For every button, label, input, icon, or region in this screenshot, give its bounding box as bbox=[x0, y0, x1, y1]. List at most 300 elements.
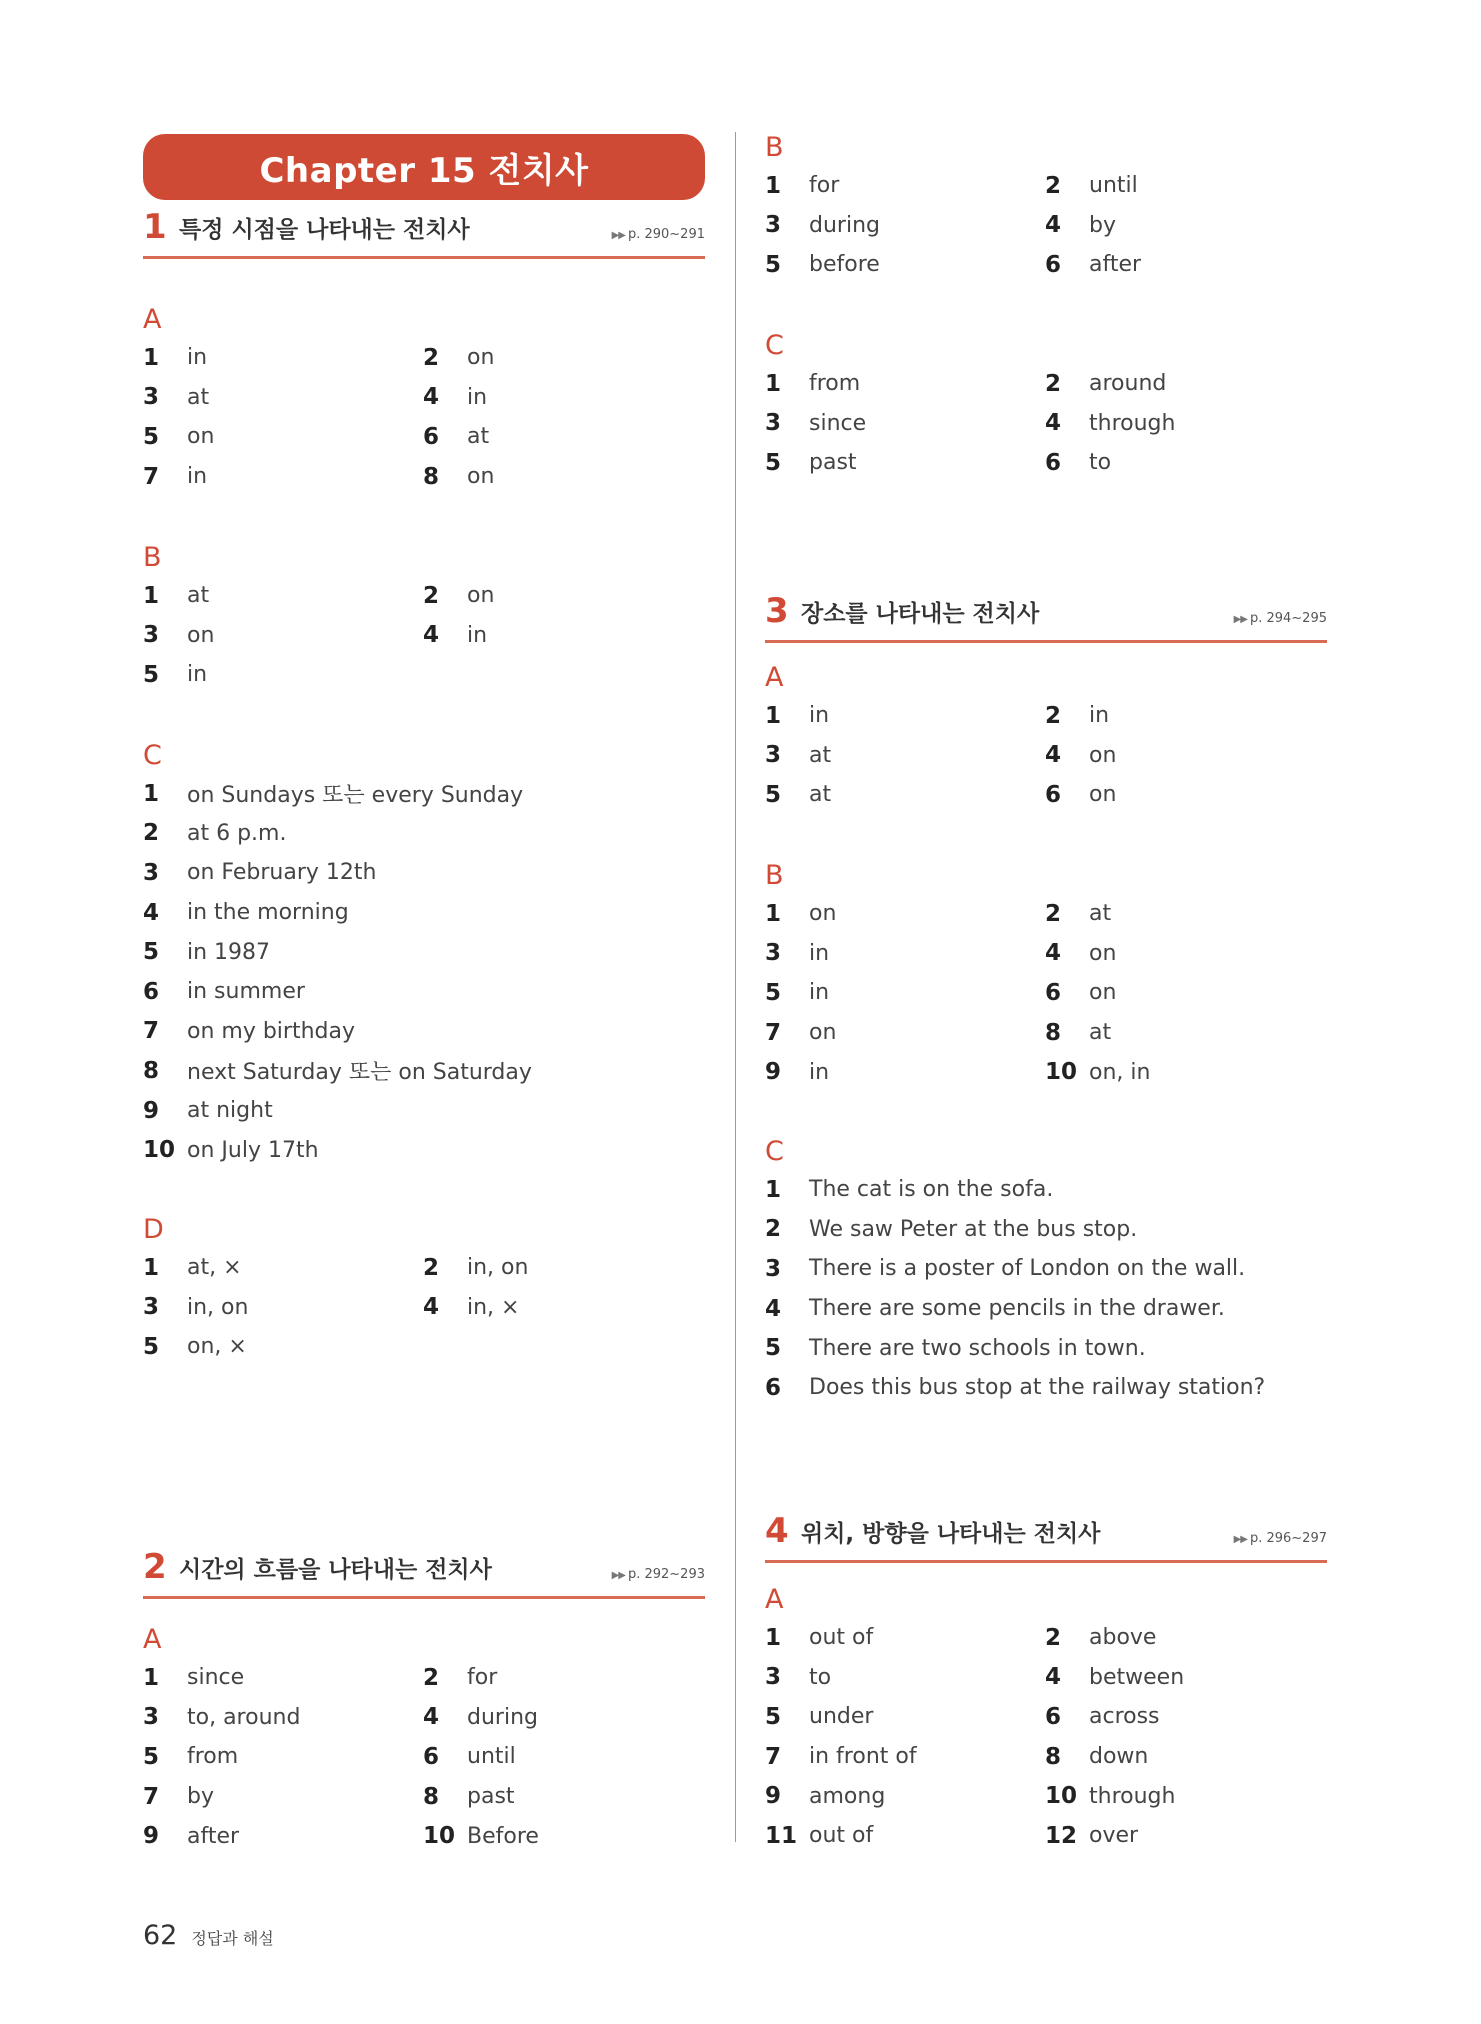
answer-item bbox=[423, 457, 703, 497]
answer-number: 4 bbox=[1045, 1664, 1062, 1691]
answer-item bbox=[1045, 1697, 1325, 1737]
answer-item bbox=[765, 973, 1045, 1013]
answer-number: 3 bbox=[765, 742, 782, 769]
answer-number: 3 bbox=[765, 212, 782, 239]
footer-label: 정답과 해설 bbox=[191, 1929, 274, 1948]
answer-text: in bbox=[809, 980, 830, 1006]
answer-text: We saw Peter at the bus stop. bbox=[809, 1216, 1138, 1242]
answer-number: 9 bbox=[765, 1059, 782, 1086]
answer-text: in bbox=[187, 345, 208, 371]
answer-number: 4 bbox=[143, 899, 160, 926]
answer-item bbox=[765, 696, 1045, 736]
answer-item bbox=[143, 774, 705, 814]
answer-item bbox=[1045, 736, 1325, 776]
answer-item bbox=[143, 1012, 705, 1052]
answer-number: 5 bbox=[765, 1703, 782, 1730]
answer-text: in, × bbox=[467, 1294, 520, 1320]
answer-text: since bbox=[809, 410, 867, 436]
answer-number: 8 bbox=[423, 1783, 440, 1810]
section-title: 시간의 흐름을 나타내는 전치사 bbox=[179, 1557, 492, 1583]
answer-number: 5 bbox=[765, 1335, 782, 1362]
answer-text: after bbox=[1089, 252, 1142, 278]
section-3-block-a bbox=[765, 660, 1327, 815]
answer-number: 5 bbox=[143, 1333, 160, 1360]
answer-text: on bbox=[1089, 980, 1117, 1006]
section-4-block-a bbox=[765, 1582, 1327, 1856]
answer-text: Does this bus stop at the railway station? bbox=[809, 1375, 1266, 1401]
answer-item bbox=[1045, 166, 1325, 206]
answer-item bbox=[765, 1210, 1327, 1250]
answer-item bbox=[143, 378, 423, 418]
answer-item bbox=[1045, 1013, 1325, 1053]
answer-number: 6 bbox=[765, 1374, 782, 1401]
answer-number: 1 bbox=[143, 344, 160, 371]
answer-text: at, × bbox=[187, 1255, 242, 1281]
answer-item bbox=[765, 1170, 1327, 1210]
answer-number: 6 bbox=[1045, 979, 1062, 1006]
answer-text: on, × bbox=[187, 1334, 247, 1360]
answer-text: on bbox=[1089, 742, 1117, 768]
answer-text: on, in bbox=[1089, 1059, 1151, 1085]
answer-text: to bbox=[809, 1664, 832, 1690]
answer-text: by bbox=[1089, 212, 1116, 238]
answer-number: 3 bbox=[143, 859, 160, 886]
answer-number: 4 bbox=[1045, 940, 1062, 967]
answer-number: 12 bbox=[1045, 1822, 1078, 1849]
answer-text: during bbox=[809, 212, 880, 238]
answer-item bbox=[143, 1288, 423, 1328]
answer-text: at bbox=[809, 782, 832, 808]
answer-text: at bbox=[467, 424, 490, 450]
answer-item bbox=[765, 1776, 1045, 1816]
answer-text: above bbox=[1089, 1625, 1157, 1651]
answer-number: 4 bbox=[423, 384, 440, 411]
answer-item bbox=[1045, 206, 1325, 246]
answer-item bbox=[143, 853, 705, 893]
answer-item bbox=[765, 1013, 1045, 1053]
answer-text: at bbox=[809, 742, 832, 768]
answer-text: There are some pencils in the drawer. bbox=[809, 1296, 1225, 1322]
answer-number: 8 bbox=[143, 1057, 160, 1084]
answer-text: out of bbox=[809, 1625, 874, 1651]
answer-text: There is a poster of London on the wall. bbox=[809, 1256, 1246, 1282]
answer-item bbox=[143, 655, 423, 695]
answer-text: in bbox=[809, 1059, 830, 1085]
answer-text: in bbox=[809, 703, 830, 729]
answer-item bbox=[765, 1052, 1045, 1092]
answer-item bbox=[765, 775, 1045, 815]
answer-item bbox=[765, 166, 1045, 206]
answer-text: on Sundays 또는 every Sunday bbox=[187, 783, 524, 809]
answer-text: to, around bbox=[187, 1704, 301, 1730]
answer-number: 7 bbox=[143, 463, 160, 490]
answer-number: 3 bbox=[765, 1255, 782, 1282]
answer-item bbox=[143, 1091, 705, 1131]
answer-text: on my birthday bbox=[187, 1018, 355, 1044]
answer-number: 6 bbox=[143, 978, 160, 1005]
answer-number: 5 bbox=[143, 939, 160, 966]
answer-number: 5 bbox=[765, 781, 782, 808]
answer-number: 4 bbox=[1045, 212, 1062, 239]
answer-number: 6 bbox=[1045, 1703, 1062, 1730]
answer-number: 4 bbox=[765, 1295, 782, 1322]
answer-text: at bbox=[187, 583, 210, 609]
answer-number: 4 bbox=[423, 1294, 440, 1321]
section-2-block-c bbox=[765, 328, 1327, 483]
answer-text: before bbox=[809, 252, 880, 278]
answer-item bbox=[765, 1618, 1045, 1658]
answer-item bbox=[423, 1816, 703, 1856]
section-4-header bbox=[765, 1511, 1327, 1563]
answer-number: 2 bbox=[1045, 900, 1062, 927]
answer-item bbox=[1045, 1658, 1325, 1698]
answer-item bbox=[765, 364, 1045, 404]
double-arrow-icon: ▶▶ bbox=[1233, 614, 1247, 625]
answer-number: 1 bbox=[143, 780, 160, 807]
answer-number: 8 bbox=[1045, 1019, 1062, 1046]
answer-text: Before bbox=[467, 1823, 539, 1849]
page-reference: ▶▶ p. 296~297 bbox=[1233, 1531, 1327, 1546]
answer-number: 2 bbox=[423, 1254, 440, 1281]
answer-text: in summer bbox=[187, 979, 305, 1005]
answer-number: 1 bbox=[765, 702, 782, 729]
answer-number: 4 bbox=[1045, 410, 1062, 437]
answer-number: 11 bbox=[765, 1822, 798, 1849]
answer-item bbox=[143, 1816, 423, 1856]
answer-number: 10 bbox=[1045, 1783, 1078, 1810]
answer-text: from bbox=[187, 1744, 239, 1770]
answer-text: The cat is on the sofa. bbox=[809, 1177, 1054, 1203]
answer-item bbox=[765, 1289, 1327, 1329]
section-3-block-c bbox=[765, 1134, 1327, 1408]
answer-item bbox=[765, 1816, 1045, 1856]
answer-item bbox=[1045, 443, 1325, 483]
answer-number: 1 bbox=[765, 172, 782, 199]
section-1-block-c bbox=[143, 738, 705, 1170]
answer-number: 10 bbox=[143, 1137, 176, 1164]
answer-item bbox=[143, 1051, 705, 1091]
answer-number: 2 bbox=[1045, 370, 1062, 397]
page-number: 62 bbox=[143, 1920, 178, 1951]
answer-text: past bbox=[467, 1784, 515, 1810]
answer-item bbox=[423, 1658, 703, 1698]
answer-item bbox=[143, 893, 705, 933]
answer-item bbox=[765, 1697, 1045, 1737]
answer-number: 7 bbox=[765, 1019, 782, 1046]
answer-item bbox=[1045, 1776, 1325, 1816]
answer-item bbox=[143, 972, 705, 1012]
block-letter: B bbox=[765, 132, 784, 163]
section-number: 4 bbox=[765, 1511, 789, 1551]
answer-text: until bbox=[1089, 173, 1138, 199]
answer-item bbox=[143, 417, 423, 457]
answer-number: 3 bbox=[143, 1704, 160, 1731]
chapter-title: Chapter 15 전치사 bbox=[259, 150, 589, 191]
answer-number: 6 bbox=[1045, 449, 1062, 476]
answer-item bbox=[1045, 364, 1325, 404]
answer-text: on bbox=[467, 464, 495, 490]
double-arrow-icon: ▶▶ bbox=[611, 1570, 625, 1581]
answer-item bbox=[143, 576, 423, 616]
answer-number: 1 bbox=[765, 1624, 782, 1651]
answer-number: 9 bbox=[765, 1783, 782, 1810]
section-1-header bbox=[143, 207, 705, 259]
answer-item bbox=[143, 1777, 423, 1817]
answer-item bbox=[1045, 934, 1325, 974]
answer-text: through bbox=[1089, 1783, 1176, 1809]
answer-text: in, on bbox=[467, 1255, 529, 1281]
answer-text: in the morning bbox=[187, 900, 349, 926]
answer-text: past bbox=[809, 450, 857, 476]
answer-number: 4 bbox=[423, 1704, 440, 1731]
answer-item bbox=[423, 338, 703, 378]
answer-text: out of bbox=[809, 1823, 874, 1849]
section-title: 위치, 방향을 나타내는 전치사 bbox=[801, 1521, 1101, 1547]
answer-item bbox=[765, 736, 1045, 776]
answer-text: through bbox=[1089, 410, 1176, 436]
answer-text: in 1987 bbox=[187, 939, 271, 965]
answer-item bbox=[765, 1658, 1045, 1698]
section-number: 2 bbox=[143, 1547, 167, 1587]
answer-item bbox=[423, 1288, 703, 1328]
answer-text: on July 17th bbox=[187, 1137, 319, 1163]
answer-item bbox=[143, 338, 423, 378]
answer-text: at night bbox=[187, 1098, 273, 1124]
answer-number: 5 bbox=[143, 661, 160, 688]
block-letter: C bbox=[143, 740, 162, 771]
answer-number: 5 bbox=[765, 449, 782, 476]
section-number: 3 bbox=[765, 591, 789, 631]
section-1-block-b bbox=[143, 540, 705, 695]
block-letter: A bbox=[143, 1624, 162, 1655]
answer-text: during bbox=[467, 1704, 538, 1730]
answer-number: 7 bbox=[143, 1018, 160, 1045]
answer-number: 2 bbox=[143, 820, 160, 847]
answer-text: in bbox=[187, 464, 208, 490]
answer-number: 6 bbox=[1045, 251, 1062, 278]
answer-text: on bbox=[187, 622, 215, 648]
answer-item bbox=[143, 1737, 423, 1777]
answer-item bbox=[1045, 775, 1325, 815]
section-title: 특정 시점을 나타내는 전치사 bbox=[179, 217, 470, 243]
section-1-block-d bbox=[143, 1212, 705, 1367]
answer-number: 6 bbox=[1045, 781, 1062, 808]
answer-item bbox=[423, 1737, 703, 1777]
answer-text: in bbox=[187, 662, 208, 688]
answer-text: at 6 p.m. bbox=[187, 820, 287, 846]
answer-text: in front of bbox=[809, 1744, 917, 1770]
answer-number: 3 bbox=[143, 384, 160, 411]
answer-item bbox=[765, 443, 1045, 483]
answer-item bbox=[1045, 245, 1325, 285]
answer-text: for bbox=[467, 1665, 498, 1691]
answer-text: on February 12th bbox=[187, 860, 377, 886]
answer-number: 1 bbox=[765, 1176, 782, 1203]
answer-text: on bbox=[467, 345, 495, 371]
answer-item bbox=[143, 457, 423, 497]
section-title: 장소를 나타내는 전치사 bbox=[801, 601, 1040, 627]
answer-text: under bbox=[809, 1704, 874, 1730]
answer-item bbox=[1045, 1618, 1325, 1658]
answer-number: 10 bbox=[423, 1823, 456, 1850]
section-number: 1 bbox=[143, 207, 167, 247]
answer-number: 2 bbox=[423, 1664, 440, 1691]
answer-item bbox=[143, 1327, 423, 1367]
double-arrow-icon: ▶▶ bbox=[611, 230, 625, 241]
answer-item bbox=[143, 616, 423, 656]
answer-number: 2 bbox=[423, 582, 440, 609]
block-letter: D bbox=[143, 1214, 164, 1245]
answer-text: at bbox=[187, 384, 210, 410]
answer-text: at bbox=[1089, 1020, 1112, 1046]
block-letter: A bbox=[765, 662, 784, 693]
answer-number: 1 bbox=[143, 582, 160, 609]
answer-item bbox=[1045, 1737, 1325, 1777]
answer-number: 8 bbox=[423, 463, 440, 490]
answer-number: 3 bbox=[143, 622, 160, 649]
answer-item bbox=[1045, 1052, 1325, 1092]
answer-text: in bbox=[809, 940, 830, 966]
answer-number: 2 bbox=[765, 1216, 782, 1243]
answer-text: over bbox=[1089, 1823, 1139, 1849]
answer-text: for bbox=[809, 173, 840, 199]
page-reference: ▶▶ p. 290~291 bbox=[611, 227, 705, 242]
answer-number: 1 bbox=[143, 1254, 160, 1281]
answer-number: 5 bbox=[143, 423, 160, 450]
section-2-block-b bbox=[765, 130, 1327, 285]
answer-text: in bbox=[467, 622, 488, 648]
block-letter: C bbox=[765, 1136, 784, 1167]
answer-item bbox=[765, 1368, 1327, 1408]
section-2-header bbox=[143, 1547, 705, 1599]
answer-item bbox=[765, 245, 1045, 285]
answer-number: 2 bbox=[1045, 1624, 1062, 1651]
answer-text: next Saturday 또는 on Saturday bbox=[187, 1060, 532, 1086]
answer-item bbox=[765, 1249, 1327, 1289]
section-3-header bbox=[765, 591, 1327, 643]
answer-item bbox=[143, 1658, 423, 1698]
answer-text: There are two schools in town. bbox=[809, 1335, 1146, 1361]
answer-text: down bbox=[1089, 1744, 1149, 1770]
answer-item bbox=[1045, 696, 1325, 736]
answer-item bbox=[765, 206, 1045, 246]
answer-text: on bbox=[467, 583, 495, 609]
answer-item bbox=[1045, 973, 1325, 1013]
answer-item bbox=[423, 1777, 703, 1817]
block-letter: C bbox=[765, 330, 784, 361]
block-letter: A bbox=[143, 304, 162, 335]
page-footer bbox=[143, 1920, 274, 1951]
answer-text: in bbox=[467, 384, 488, 410]
answer-number: 3 bbox=[765, 410, 782, 437]
answer-item bbox=[765, 894, 1045, 934]
page-reference: ▶▶ p. 292~293 bbox=[611, 1567, 705, 1582]
answer-number: 2 bbox=[423, 344, 440, 371]
answer-text: across bbox=[1089, 1704, 1160, 1730]
answer-item bbox=[423, 1248, 703, 1288]
answer-item bbox=[143, 932, 705, 972]
block-letter: B bbox=[765, 860, 784, 891]
answer-text: in, on bbox=[187, 1294, 249, 1320]
answer-number: 2 bbox=[1045, 172, 1062, 199]
answer-text: after bbox=[187, 1823, 240, 1849]
answer-text: on bbox=[809, 1020, 837, 1046]
answer-number: 1 bbox=[143, 1664, 160, 1691]
answer-number: 1 bbox=[765, 370, 782, 397]
answer-number: 5 bbox=[765, 251, 782, 278]
answer-text: on bbox=[1089, 782, 1117, 808]
answer-text: in bbox=[1089, 703, 1110, 729]
answer-item bbox=[143, 814, 705, 854]
answer-text: between bbox=[1089, 1664, 1185, 1690]
double-arrow-icon: ▶▶ bbox=[1233, 1534, 1247, 1545]
answer-item bbox=[423, 576, 703, 616]
answer-item bbox=[1045, 404, 1325, 444]
answer-number: 3 bbox=[765, 1664, 782, 1691]
column-divider bbox=[735, 132, 736, 1842]
answer-text: to bbox=[1089, 450, 1112, 476]
answer-item bbox=[423, 1698, 703, 1738]
answer-number: 5 bbox=[765, 979, 782, 1006]
answer-text: among bbox=[809, 1783, 886, 1809]
answer-item bbox=[143, 1248, 423, 1288]
answer-item bbox=[423, 616, 703, 656]
answer-item bbox=[765, 1328, 1327, 1368]
answer-item bbox=[765, 404, 1045, 444]
answer-item bbox=[423, 417, 703, 457]
answer-item bbox=[143, 1698, 423, 1738]
answer-number: 4 bbox=[1045, 742, 1062, 769]
answer-text: on bbox=[187, 424, 215, 450]
answer-item bbox=[1045, 894, 1325, 934]
answer-number: 5 bbox=[143, 1743, 160, 1770]
answer-text: at bbox=[1089, 901, 1112, 927]
answer-text: since bbox=[187, 1665, 245, 1691]
section-1-block-a bbox=[143, 302, 705, 496]
answer-text: by bbox=[187, 1784, 214, 1810]
chapter-banner bbox=[143, 134, 705, 200]
answer-number: 6 bbox=[423, 1743, 440, 1770]
answer-number: 7 bbox=[765, 1743, 782, 1770]
answer-item bbox=[765, 934, 1045, 974]
answer-text: on bbox=[809, 901, 837, 927]
answer-number: 9 bbox=[143, 1097, 160, 1124]
answer-number: 3 bbox=[143, 1294, 160, 1321]
answer-item bbox=[1045, 1816, 1325, 1856]
section-3-block-b bbox=[765, 858, 1327, 1092]
section-2-block-a bbox=[143, 1622, 705, 1856]
block-letter: B bbox=[143, 542, 162, 573]
answer-number: 10 bbox=[1045, 1059, 1078, 1086]
answer-text: from bbox=[809, 371, 861, 397]
answer-number: 4 bbox=[423, 622, 440, 649]
answer-number: 2 bbox=[1045, 702, 1062, 729]
answer-text: until bbox=[467, 1744, 516, 1770]
answer-text: around bbox=[1089, 371, 1167, 397]
answer-item bbox=[765, 1737, 1045, 1777]
answer-number: 6 bbox=[423, 423, 440, 450]
answer-item bbox=[143, 1130, 705, 1170]
answer-item bbox=[423, 378, 703, 418]
block-letter: A bbox=[765, 1584, 784, 1615]
answer-number: 1 bbox=[765, 900, 782, 927]
answer-number: 8 bbox=[1045, 1743, 1062, 1770]
answer-text: on bbox=[1089, 940, 1117, 966]
answer-number: 3 bbox=[765, 940, 782, 967]
answer-number: 7 bbox=[143, 1783, 160, 1810]
answer-number: 9 bbox=[143, 1823, 160, 1850]
page-reference: ▶▶ p. 294~295 bbox=[1233, 611, 1327, 626]
